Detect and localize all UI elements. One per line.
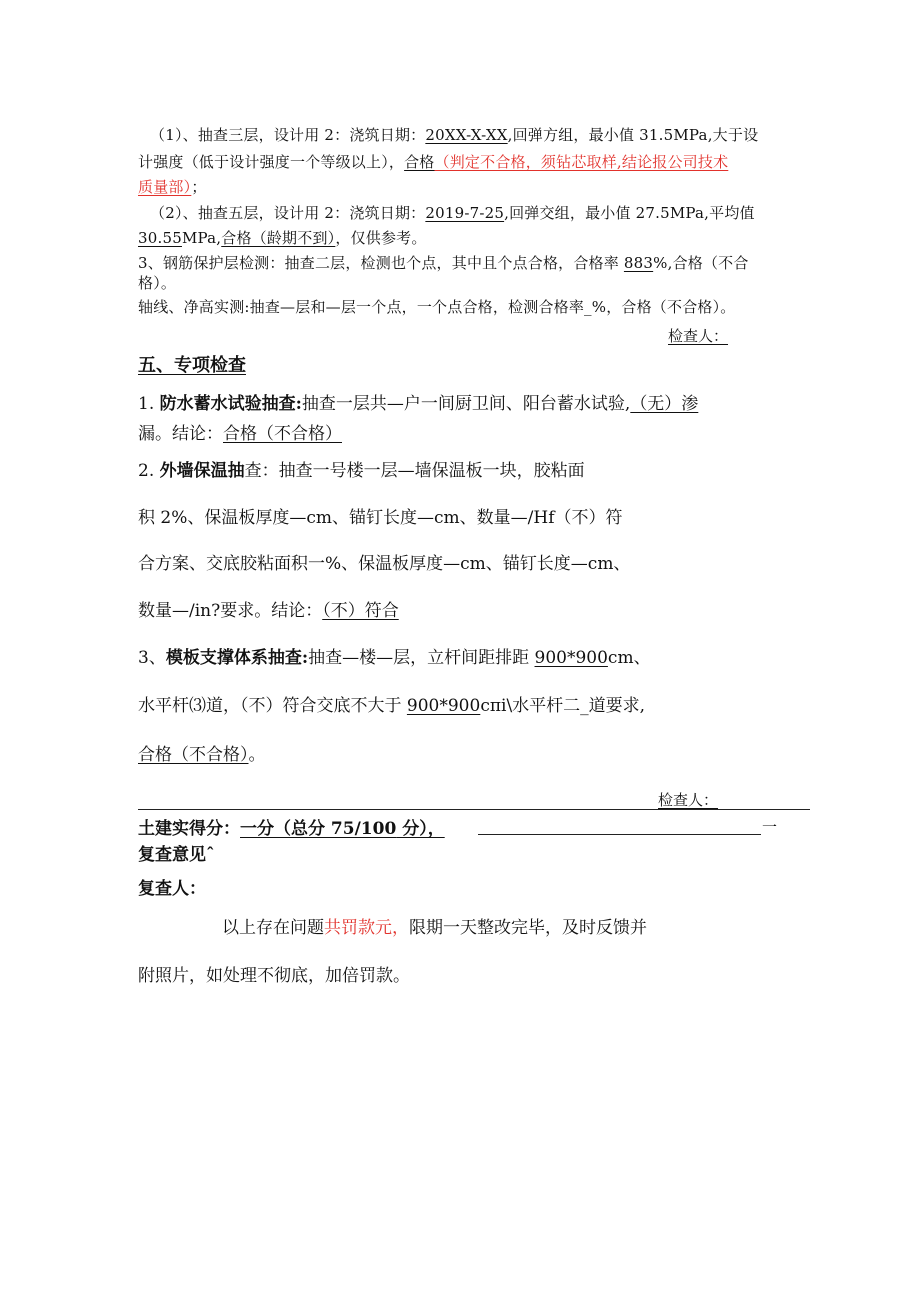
formwork-line1: 3、模板支撑体系抽查:抽查—楼—层，立杆间距排距 900*900cm、 — [138, 648, 651, 668]
spacing-value-1: 900*900 — [534, 648, 608, 668]
formwork-line2: 水平杆⑶道，（不）符合交底不大于 900*900cπi\水平杆二_道要求, — [138, 696, 646, 716]
score-blank-line — [478, 834, 761, 835]
inspector-label-2: 检查人： — [658, 791, 719, 809]
closing-line1: 以上存在问题共罚款元，限期一天整改完毕，及时反馈并 — [222, 918, 647, 938]
item3-line2: 格）。 — [138, 274, 177, 292]
score-value: 一分（总分 75/100 分）， — [240, 819, 445, 839]
result-pass-2: 合格（龄期不到） — [221, 229, 336, 247]
result-pass-1: 合格 — [404, 153, 435, 171]
score-trail: 一 — [762, 818, 778, 836]
closing-line2: 附照片，如处理不彻底，加倍罚款。 — [138, 966, 410, 986]
item1-line2: 计强度（低于设计强度一个等级以上），合格（判定不合格，须钻芯取样,结论报公司技术 — [138, 153, 729, 171]
avg-value: 30.55 — [138, 229, 182, 247]
item3-line1: 3、钢筋保护层检测：抽查二层，检测也个点，其中且个点合格，合格率 883%,合格（不合 — [138, 254, 749, 272]
formwork-conclusion: 合格（不合格） — [138, 745, 249, 765]
formwork-line3: 合格（不合格）。 — [138, 745, 266, 765]
insulation-line1: 2. 外墙保温抽查：抽查一号楼一层—墙保温板一块，胶粘面 — [138, 461, 585, 481]
red-note-2: 质量部） — [138, 178, 192, 196]
waterproof-conclusion: 合格（不合格） — [223, 424, 342, 444]
insulation-label: 外墙保温抽 — [159, 461, 245, 481]
insulation-line3: 合方案、交底胶粘面积一%、保温板厚度—cm、锚钉长度—cm、 — [138, 554, 631, 574]
item1-line1: （1）、抽查三层，设计用 2：浇筑日期：20XX-X-XX,回弹方组，最小值 31.5MPa,大于设 — [150, 126, 759, 144]
formwork-label: 模板支撑体系抽查: — [165, 648, 309, 668]
score-line — [138, 814, 445, 839]
waterproof-line1: 1. 防水蓄水试验抽查:抽查一层共—户一间厨卫间、阳台蓄水试验,（无）渗 — [138, 394, 699, 414]
waterproof-line2: 漏。结论：合格（不合格） — [138, 424, 342, 444]
spacing-value-2: 900*900 — [406, 696, 481, 716]
divider-line — [138, 809, 810, 810]
inspector-label-1: 检查人： — [668, 327, 729, 345]
pour-date-2: 2019-7-25 — [425, 204, 505, 222]
insulation-line4: 数量—/in?要求。结论：（不）符合 — [138, 601, 399, 621]
reviewer-label: 复查人： — [138, 879, 206, 899]
review-opinion: 复查意见ˆ — [138, 845, 215, 865]
item2-line2: 30.55MPa,合格（龄期不到），仅供参考。 — [138, 229, 427, 247]
axis-height-line: 轴线、净高实测:抽查—层和—层一个点，一个点合格，检测合格率_%，合格（不合格）。 — [138, 298, 736, 316]
pass-rate: 883 — [623, 254, 654, 272]
score-label: 土建实得分： — [138, 819, 240, 839]
pour-date-1: 20XX-X-XX — [425, 126, 508, 144]
insulation-conclusion: （不）符合 — [322, 601, 399, 621]
item2-line1: （2）、抽查五层，设计用 2：浇筑日期：2019-7-25,回弹交组，最小值 27.5MPa,平均值 — [150, 204, 755, 222]
waterproof-label: 防水蓄水试验抽查: — [159, 394, 302, 414]
section5-heading: 五、专项检查 — [138, 355, 246, 376]
leak-result: （无）渗 — [630, 394, 699, 414]
red-note-1: （判定不合格，须钻芯取样,结论报公司技术 — [434, 153, 729, 171]
fine-note: 共罚款元， — [324, 918, 409, 938]
insulation-line2: 积 2%、保温板厚度—cm、锚钉长度—cm、数量—/Hf（不）符 — [138, 508, 623, 528]
item1-line3: 质量部）； — [138, 178, 207, 196]
